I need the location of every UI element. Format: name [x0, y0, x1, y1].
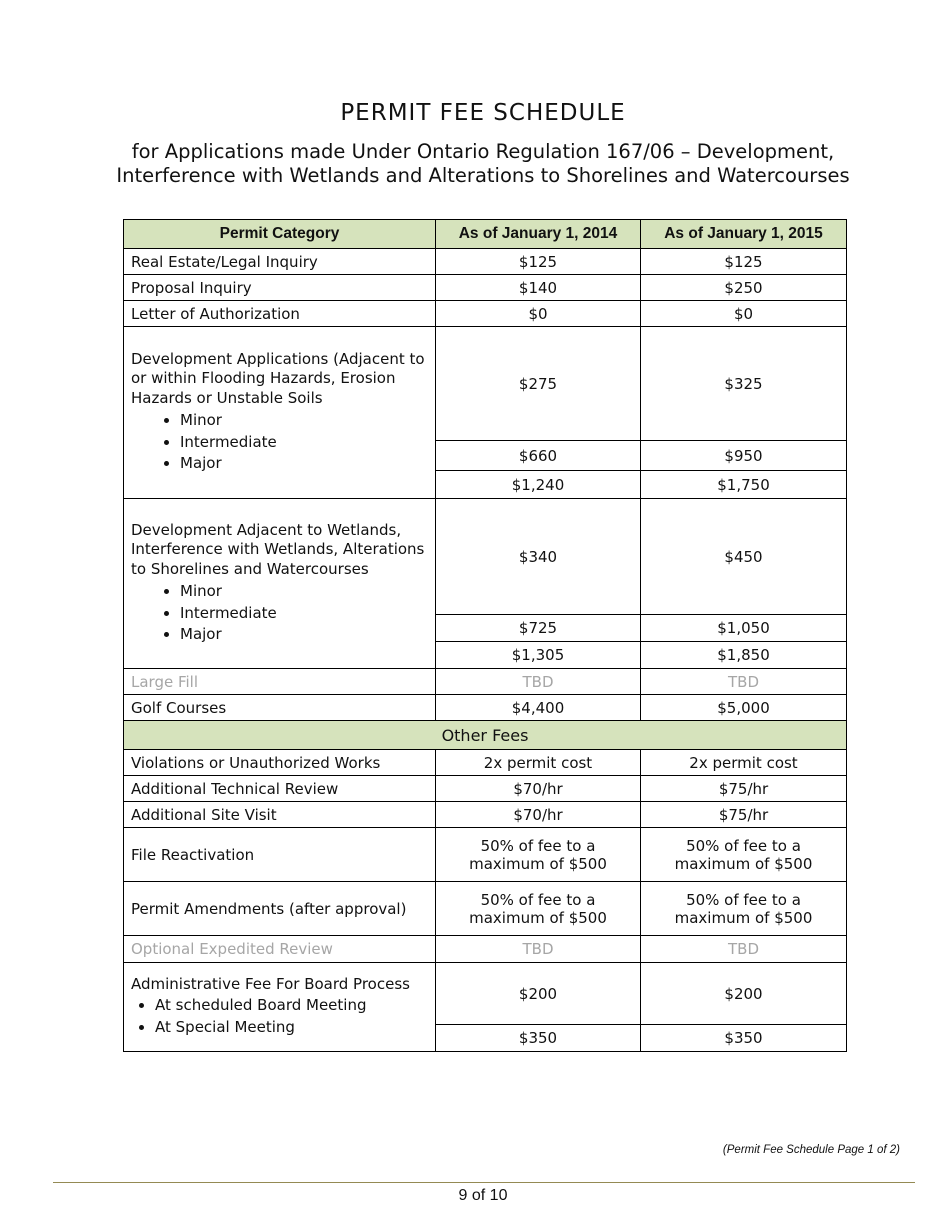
fee-line: maximum of $500 — [674, 854, 813, 873]
fee-line: maximum of $500 — [674, 908, 813, 927]
scheduled-fee-2014: $200 — [436, 963, 641, 1025]
fee-line: 50% of fee to a — [480, 836, 596, 855]
dev-applications-description: Development Applications (Adjacent to or within Flooding Hazards, Erosion Hazards or Unstable Soils — [131, 349, 425, 407]
table-row — [124, 249, 847, 275]
major-fee-2015: $1,750 — [641, 471, 847, 499]
dev-wetlands-cell — [124, 499, 436, 669]
row-fee-2015 — [641, 828, 847, 882]
row-category: File Reactivation — [124, 828, 436, 882]
table-row — [124, 275, 847, 301]
table-row — [124, 802, 847, 828]
row-fee-2015: $125 — [641, 249, 847, 275]
fee-line: 50% of fee to a — [686, 836, 801, 855]
special-fee-2015: $350 — [641, 1025, 847, 1052]
footer-note: (Permit Fee Schedule Page 1 of 2) — [722, 1144, 900, 1156]
row-fee-2015: 2x permit cost — [641, 750, 847, 776]
row-fee-2014: $140 — [436, 275, 641, 301]
page-title: PERMIT FEE SCHEDULE — [340, 100, 626, 126]
row-fee-2015: $0 — [641, 301, 847, 327]
header-2015: As of January 1, 2015 — [641, 220, 847, 249]
table-row — [124, 327, 847, 441]
row-fee-2014 — [436, 828, 641, 882]
row-category: Letter of Authorization — [124, 301, 436, 327]
subtitle-line-1: for Applications made Under Ontario Regulation 167/06 – Development, — [131, 140, 835, 163]
row-category: Permit Amendments (after approval) — [124, 882, 436, 936]
list-item: • Intermediate — [180, 604, 428, 624]
row-fee-2015: TBD — [641, 669, 847, 695]
row-fee-2015 — [641, 882, 847, 936]
row-fee-2014: $70/hr — [436, 776, 641, 802]
special-fee-2014: $350 — [436, 1025, 641, 1052]
major-fee-2014: $1,240 — [436, 471, 641, 499]
list-item: • Major — [180, 454, 428, 474]
table-row — [124, 669, 847, 695]
row-fee-2015: TBD — [641, 936, 847, 963]
row-fee-2015: $75/hr — [641, 776, 847, 802]
row-fee-2015: $75/hr — [641, 802, 847, 828]
dev-wetlands-description: Development Adjacent to Wetlands, Interference with Wetlands, Alterations to Shorelines and Watercourses — [131, 520, 425, 578]
table-row — [124, 936, 847, 963]
admin-fee-cell — [124, 963, 436, 1052]
intermediate-fee-2014: $660 — [436, 441, 641, 471]
subtitle-line-2: Interference with Wetlands and Alterations to Shorelines and Watercourses — [116, 164, 850, 187]
page-number: 9 of 10 — [458, 1187, 508, 1204]
minor-fee-2014: $275 — [436, 327, 641, 441]
page-subtitle — [0, 140, 950, 188]
fee-line: maximum of $500 — [469, 908, 607, 927]
row-fee-2014: TBD — [436, 669, 641, 695]
row-fee-2014: 2x permit cost — [436, 750, 641, 776]
row-category: Additional Technical Review — [124, 776, 436, 802]
row-category: Golf Courses — [124, 695, 436, 721]
row-fee-2014: $125 — [436, 249, 641, 275]
dev-applications-list — [131, 411, 428, 474]
dev-wetlands-list — [131, 582, 428, 645]
major-fee-2015: $1,850 — [641, 642, 847, 669]
table-header-row — [124, 220, 847, 249]
table-row — [124, 499, 847, 615]
list-item: • Minor — [180, 411, 428, 431]
row-fee-2014 — [436, 882, 641, 936]
row-fee-2015: $250 — [641, 275, 847, 301]
admin-fee-list — [131, 996, 428, 1037]
row-category: Large Fill — [124, 669, 436, 695]
fee-table — [123, 219, 847, 1052]
row-category: Optional Expedited Review — [124, 936, 436, 963]
fee-line: 50% of fee to a — [686, 890, 801, 909]
row-fee-2014: $0 — [436, 301, 641, 327]
minor-fee-2014: $340 — [436, 499, 641, 615]
table-row — [124, 882, 847, 936]
table-row — [124, 750, 847, 776]
footer-divider — [53, 1182, 915, 1183]
table-row — [124, 963, 847, 1025]
minor-fee-2015: $325 — [641, 327, 847, 441]
row-category: Proposal Inquiry — [124, 275, 436, 301]
fee-line: 50% of fee to a — [480, 890, 596, 909]
intermediate-fee-2015: $950 — [641, 441, 847, 471]
row-category: Real Estate/Legal Inquiry — [124, 249, 436, 275]
list-item: • Major — [180, 625, 428, 645]
row-fee-2014: $4,400 — [436, 695, 641, 721]
list-item: • At scheduled Board Meeting — [155, 996, 428, 1016]
admin-fee-description: Administrative Fee For Board Process — [131, 974, 410, 993]
list-item: • Minor — [180, 582, 428, 602]
row-fee-2014: $70/hr — [436, 802, 641, 828]
intermediate-fee-2015: $1,050 — [641, 615, 847, 642]
table-row — [124, 301, 847, 327]
header-2014: As of January 1, 2014 — [436, 220, 641, 249]
major-fee-2014: $1,305 — [436, 642, 641, 669]
row-category: Violations or Unauthorized Works — [124, 750, 436, 776]
other-fees-header-row — [124, 721, 847, 750]
row-category: Additional Site Visit — [124, 802, 436, 828]
table-row — [124, 776, 847, 802]
dev-applications-cell — [124, 327, 436, 499]
list-item: • Intermediate — [180, 433, 428, 453]
row-fee-2015: $5,000 — [641, 695, 847, 721]
intermediate-fee-2014: $725 — [436, 615, 641, 642]
row-fee-2014: TBD — [436, 936, 641, 963]
fee-line: maximum of $500 — [469, 854, 607, 873]
list-item: • At Special Meeting — [155, 1018, 428, 1038]
minor-fee-2015: $450 — [641, 499, 847, 615]
table-row — [124, 828, 847, 882]
other-fees-header: Other Fees — [124, 721, 847, 750]
header-permit-category: Permit Category — [124, 220, 436, 249]
table-row — [124, 695, 847, 721]
scheduled-fee-2015: $200 — [641, 963, 847, 1025]
